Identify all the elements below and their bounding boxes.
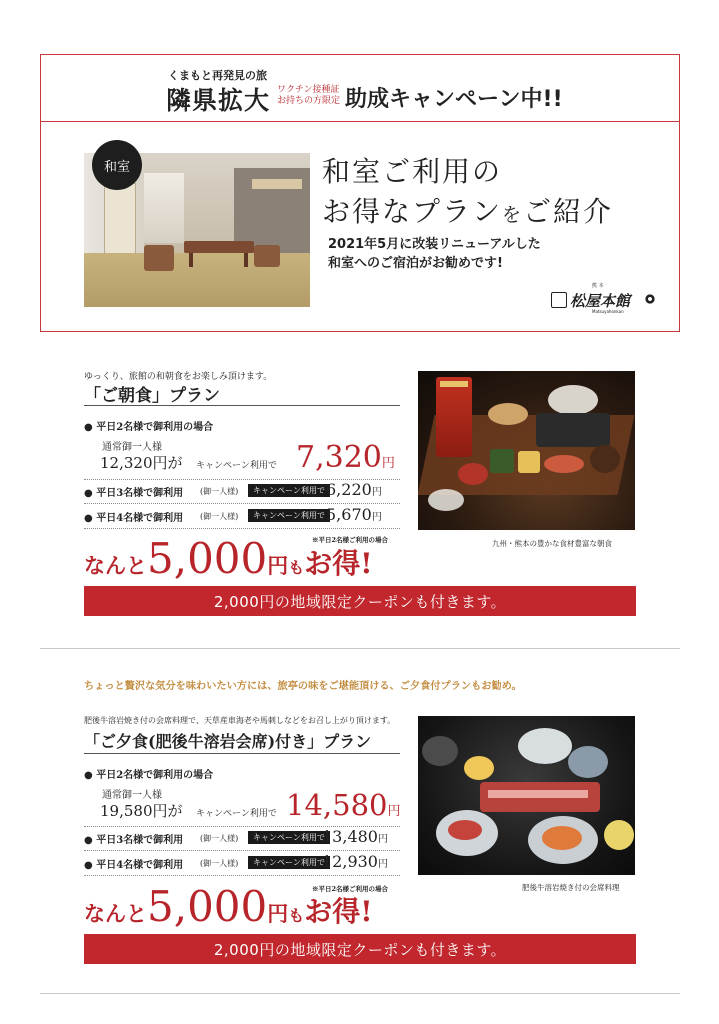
bf-campaign-box-4: キャンペーン利用で bbox=[248, 509, 330, 522]
logo-text: 松屋本館 bbox=[570, 292, 631, 310]
bf-campaign-price bbox=[296, 440, 395, 475]
breakfast-photo bbox=[418, 371, 635, 530]
dn-yen-4: 円 bbox=[377, 859, 388, 870]
dn-savings-num: 5,000 bbox=[147, 882, 268, 931]
campaign-tail: 助成キャンペーン中!! bbox=[345, 87, 563, 112]
bf-yen: 円 bbox=[381, 456, 395, 471]
title-underline bbox=[84, 753, 400, 754]
bf-regular-price: 12,320円が bbox=[100, 454, 183, 472]
dn-per-person-3: (御一人様) bbox=[200, 834, 239, 843]
bf-price-3 bbox=[326, 480, 382, 499]
dn-price-3 bbox=[322, 827, 388, 846]
bf-regular-label: 通常御一人様 bbox=[102, 442, 162, 453]
logo-ruby: 熊 本 bbox=[592, 283, 604, 289]
dn-savings-pre: なんと bbox=[84, 901, 147, 926]
dn-note: ※平日2名様ご利用の場合 bbox=[312, 885, 389, 893]
bf-price-4 bbox=[326, 505, 382, 524]
bf-case-2: ● 平日2名様で御利用の場合 bbox=[84, 422, 214, 433]
divider bbox=[84, 528, 400, 529]
dinner-photo-caption: 肥後牛溶岩焼き付の会席料理 bbox=[522, 883, 620, 892]
bf-campaign-price-num: 7,320 bbox=[296, 440, 382, 475]
bf-savings-yen: 円 bbox=[267, 553, 289, 578]
bf-per-person-4: (御一人様) bbox=[200, 512, 239, 521]
dn-savings-mo: も bbox=[288, 906, 305, 925]
dinner-title: 「ご夕食(肥後牛溶岩会席)付き」プラン bbox=[84, 732, 372, 751]
bf-savings bbox=[84, 534, 373, 583]
divider bbox=[84, 875, 400, 876]
bf-savings-mo: も bbox=[288, 558, 305, 577]
bf-savings-tail: お得! bbox=[304, 547, 373, 580]
divider bbox=[84, 503, 400, 504]
dn-price-3-num: 13,480 bbox=[322, 827, 378, 846]
dn-price-4-num: 12,930 bbox=[322, 852, 378, 871]
divider bbox=[84, 850, 400, 851]
dn-price-4 bbox=[322, 852, 388, 871]
intro-sub-1: 2021年5月に改装リニューアルした bbox=[328, 237, 541, 252]
headline-2c: ご紹介 bbox=[523, 195, 614, 228]
dn-per-person-4: (御一人様) bbox=[200, 859, 239, 868]
dn-yen: 円 bbox=[387, 804, 401, 819]
bf-campaign-box-3: キャンペーン利用で bbox=[248, 484, 330, 497]
dn-regular-price: 19,580円が bbox=[100, 802, 183, 820]
section-separator bbox=[40, 648, 680, 649]
breakfast-photo-caption: 九州・熊本の豊かな食材豊富な朝食 bbox=[492, 539, 612, 548]
bf-per-person-3: (御一人様) bbox=[200, 487, 239, 496]
dn-case-2: ● 平日2名様で御利用の場合 bbox=[84, 770, 214, 781]
dn-campaign-box-4: キャンペーン利用で bbox=[248, 856, 330, 869]
bf-coupon-banner: 2,000円の地域限定クーポンも付きます。 bbox=[84, 586, 636, 616]
bf-price-4-num: 5,670 bbox=[326, 505, 372, 524]
vaccine-note-2: お持ちの方限定 bbox=[277, 96, 341, 106]
logo-mark-icon bbox=[551, 292, 567, 308]
headline-1: 和室ご利用の bbox=[322, 155, 503, 188]
bf-price-3-num: 6,220 bbox=[326, 480, 372, 499]
bf-case-4: ● 平日4名様で御利用 bbox=[84, 513, 184, 524]
room-badge: 和室 bbox=[92, 140, 142, 190]
campaign-main: 隣県拡大 bbox=[166, 86, 271, 115]
dn-yen-3: 円 bbox=[377, 834, 388, 845]
headline-2 bbox=[322, 190, 613, 230]
logo-crest-icon bbox=[643, 292, 657, 306]
dn-case-4: ● 平日4名様で御利用 bbox=[84, 860, 184, 871]
dinner-photo bbox=[418, 716, 635, 875]
bf-campaign-label: キャンペーン利用で bbox=[196, 461, 277, 471]
intro-sub-2: 和室へのご宿泊がお勧めです! bbox=[328, 256, 503, 271]
dn-campaign-label: キャンペーン利用で bbox=[196, 809, 277, 819]
section-separator bbox=[40, 993, 680, 994]
dinner-recommend: ちょっと贅沢な気分を味わいたい方には、旅亭の味をご堪能頂ける、ご夕食付プランもお勧め。 bbox=[84, 681, 522, 692]
logo-roman: Matsuyahonkan bbox=[592, 309, 624, 314]
campaign-subtitle: くまもと再発見の旅 bbox=[168, 69, 267, 82]
dinner-lead: 肥後牛溶岩焼き付の会席料理で、天草産車海老や馬刺しなどをお召し上がり頂けます。 bbox=[84, 716, 396, 725]
bf-note: ※平日2名様ご利用の場合 bbox=[312, 536, 389, 544]
dn-coupon-banner: 2,000円の地域限定クーポンも付きます。 bbox=[84, 934, 636, 964]
dn-regular-label: 通常御一人様 bbox=[102, 790, 162, 801]
title-underline bbox=[84, 405, 400, 406]
bf-yen-3: 円 bbox=[371, 487, 382, 498]
dn-savings-yen: 円 bbox=[267, 901, 289, 926]
bf-case-3: ● 平日3名様で御利用 bbox=[84, 488, 184, 499]
frame-divider bbox=[40, 121, 680, 122]
bf-savings-pre: なんと bbox=[84, 553, 147, 578]
headline-2b: を bbox=[502, 204, 524, 226]
breakfast-title: 「ご朝食」プラン bbox=[84, 386, 220, 406]
dn-savings bbox=[84, 882, 373, 931]
dn-case-3: ● 平日3名様で御利用 bbox=[84, 835, 184, 846]
breakfast-lead: ゆっくり、旅館の和朝食をお楽しみ頂けます。 bbox=[84, 372, 273, 382]
vaccine-note-1: ワクチン接種証 bbox=[277, 85, 340, 95]
dn-savings-tail: お得! bbox=[304, 895, 373, 928]
headline-2a: お得なプラン bbox=[322, 195, 503, 228]
dn-campaign-box-3: キャンペーン利用で bbox=[248, 831, 330, 844]
dn-campaign-price-num: 14,580 bbox=[286, 788, 388, 822]
bf-yen-4: 円 bbox=[371, 512, 382, 523]
bf-savings-num: 5,000 bbox=[147, 534, 268, 583]
dn-campaign-price bbox=[286, 788, 401, 822]
